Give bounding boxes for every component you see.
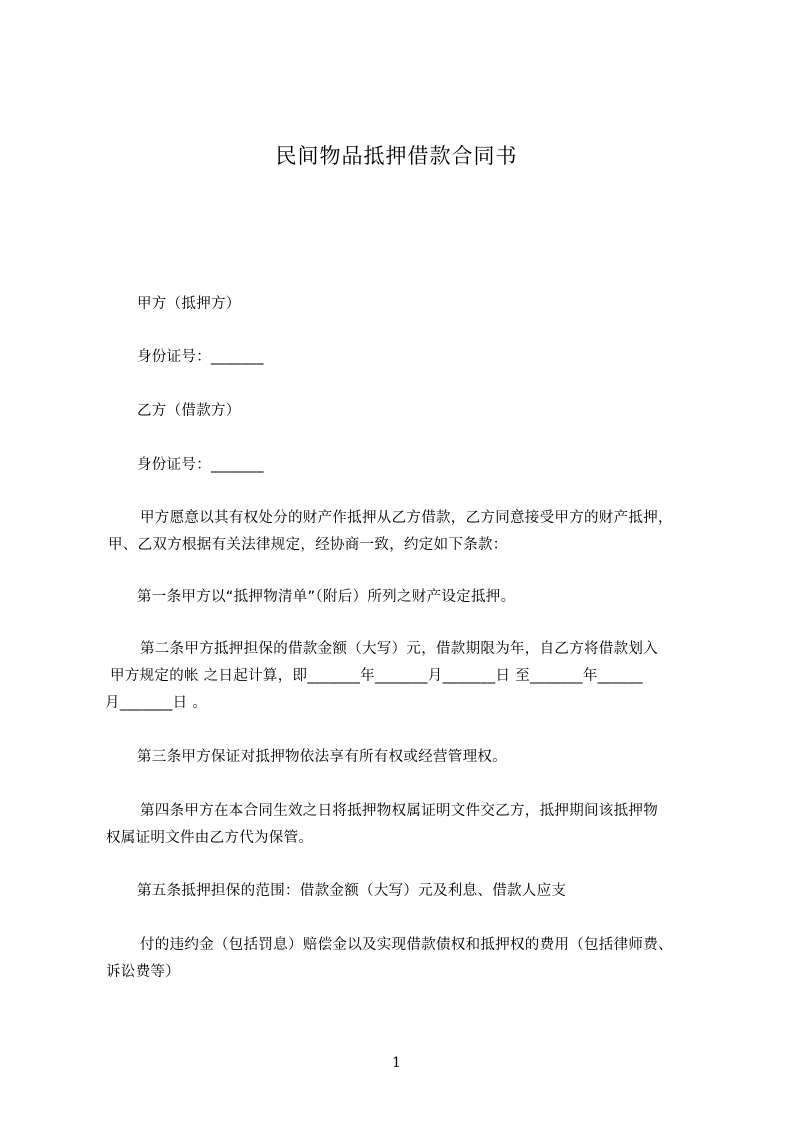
article-4-line-1: 第四条甲方在本合同生效之日将抵押物权属证明文件交乙方，抵押期间该抵押物 (140, 803, 658, 819)
document-title: 民间物品抵押借款合同书 (275, 144, 518, 168)
party-a-label: 甲方（抵押方） (137, 296, 241, 312)
article-2-line-3: 月_______日 。 (105, 695, 208, 711)
party-b-label: 乙方（借款方） (137, 403, 241, 419)
party-b-id-field: 身份证号：_______ (137, 457, 264, 473)
article-5-line-3: 诉讼费等） (106, 964, 180, 980)
article-5-line-2: 付的违约金（包括罚息）赔偿金以及实现借款债权和抵押权的费用（包括律师费、 (140, 937, 673, 953)
article-1: 第一条甲方以“抵押物清单”（附后）所列之财产设定抵押。 (137, 589, 516, 605)
article-2-line-1: 第二条甲方抵押担保的借款金额（大写）元，借款期限为年，自乙方将借款划入 (140, 641, 658, 657)
article-4-line-2: 权属证明文件由乙方代为保管。 (106, 830, 314, 846)
intro-line-2: 甲、乙双方根据有关法律规定，经协商一致，约定如下条款： (108, 537, 508, 553)
article-3: 第三条甲方保证对抵押物依法享有所有权或经营管理权。 (137, 749, 507, 765)
page-number: 1 (392, 1055, 401, 1071)
article-5-line-1: 第五条抵押担保的范围：借款金额（大写）元及利息、借款人应支 (137, 883, 567, 899)
party-a-id-field: 身份证号：_______ (137, 349, 264, 365)
intro-line-1: 甲方愿意以其有权处分的财产作抵押从乙方借款，乙方同意接受甲方的财产抵押， (140, 510, 673, 526)
article-2-line-2: 甲方规定的帐 之日起计算，即_______年_______月_______日 至_______年______ (110, 668, 643, 684)
